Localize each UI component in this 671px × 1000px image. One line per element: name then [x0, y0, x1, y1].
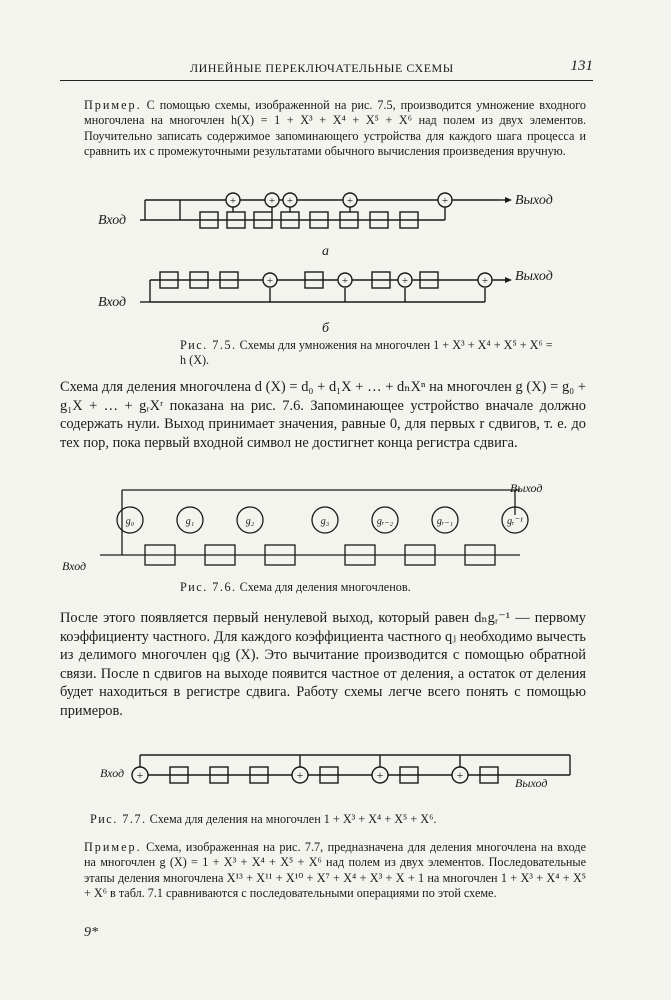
adder-sign: + — [296, 768, 304, 782]
input-label: Вход — [100, 766, 125, 780]
figure-7-5 — [60, 180, 620, 355]
coefficient-g0: g₀ — [125, 516, 135, 527]
division-paragraph: Схема для деления многочлена d (X) = d₀ + d₁X + … + dₙXⁿ на многочлен g (X) = g₀ + g₁X + … + gᵣXʳ показана на рис. 7.6. Запоминающее устройство вначале должно содержать нули. Выход принимает значения, равные 0, для первых r сдвигов, т. е. до тех пор, пока первый входной символ не достигнет конца регистра сдвига. — [60, 379, 586, 451]
figure-7-5-caption: Рис. 7.5. Схемы для умножения на многочлен 1 + X³ + X⁴ + X⁵ + X⁶ = h (X). — [180, 338, 553, 367]
figure-7-7 — [60, 745, 590, 805]
adder-sign: + — [481, 275, 489, 287]
adder-sign: + — [136, 768, 144, 782]
coefficient-gr-inverse: gᵣ⁻¹ — [507, 516, 523, 527]
adder-sign: + — [266, 275, 274, 287]
output-label: Выход — [515, 776, 548, 790]
output-label: Выход — [515, 193, 553, 208]
adder-sign: + — [456, 768, 464, 782]
output-label: Выход — [515, 269, 553, 284]
input-label: Вход — [62, 559, 87, 573]
adder-sign: + — [346, 195, 354, 207]
quotient-paragraph: После этого появляется первый ненулевой выход, который равен dₙgᵣ⁻¹ — первому коэффициенту частного. Для каждого коэффициента частного qⱼ необходимо вычесть из делимого многочлен qⱼg (X). Это вычитание производится с помощью обратной связи. После n сдвигов на выходе появится частное от деления, а остаток от деления будет находиться в регистре сдвига. Работу схемы легче всего понять с помощью примеров. — [60, 610, 586, 719]
adder-sign: + — [401, 275, 409, 287]
figure-7-6-caption: Рис. 7.6. Схема для деления многочленов. — [180, 580, 411, 594]
figure-7-6 — [60, 480, 560, 580]
example-paragraph-2 — [84, 840, 586, 901]
coefficient-gr-1: gᵣ₋₁ — [436, 516, 454, 527]
input-label: Вход — [98, 295, 127, 310]
example-lead: Пример. — [84, 840, 142, 854]
coefficient-g3: g₃ — [320, 516, 330, 527]
example-lead: Пример. — [84, 98, 142, 112]
input-label: Вход — [98, 213, 127, 228]
adder-sign: + — [376, 768, 384, 782]
figure-7-7-caption: Рис. 7.7. Схема для деления на многочлен 1 + X³ + X⁴ + X⁵ + X⁶. — [90, 812, 437, 826]
example-text: С помощью схемы, изображенной на рис. 7.5, производится умножение входного многочлена на многочлен h(X) = 1 + X³ + X⁴ + X⁵ + X⁶ над полем из двух элементов. Поучительно записать содержимое запоминающего устройства для каждого шага процесса и сравнить их с промежуточными результатами обычного вычисления произведения вручную. — [84, 98, 586, 158]
output-label: Выход — [510, 481, 543, 495]
coefficient-gr-2: gᵣ₋₂ — [376, 516, 394, 527]
running-header — [60, 58, 593, 81]
coefficient-g2: g₂ — [245, 516, 255, 527]
adder-sign: + — [341, 275, 349, 287]
header-title: ЛИНЕЙНЫЕ ПЕРЕКЛЮЧАТЕЛЬНЫЕ СХЕМЫ — [190, 61, 454, 75]
signature-mark: 9* — [84, 925, 98, 940]
example-paragraph-1 — [84, 98, 586, 159]
example-text: Схема, изображенная на рис. 7.7, предназначена для деления многочлена на входе на многочлен g (X) = 1 + X³ + X⁴ + X⁵ + X⁶ над полем из двух элементов. Последовательные этапы деления многочлена X¹³ + X¹¹ + X¹⁰ + X⁷ + X⁴ + X³ + X + 1 на многочлен 1 + X³ + X⁴ + X⁵ + X⁶ в табл. 7.1 сравниваются с последовательными операциями по этой схеме. — [84, 840, 586, 900]
subfigure-label-b: б — [322, 321, 330, 336]
adder-sign: + — [268, 195, 276, 207]
page-number: 131 — [570, 58, 593, 74]
adder-sign: + — [229, 195, 237, 207]
subfigure-label-a: а — [322, 244, 329, 259]
adder-sign: + — [286, 195, 294, 207]
adder-sign: + — [441, 195, 449, 207]
coefficient-g1: g₁ — [185, 516, 195, 527]
